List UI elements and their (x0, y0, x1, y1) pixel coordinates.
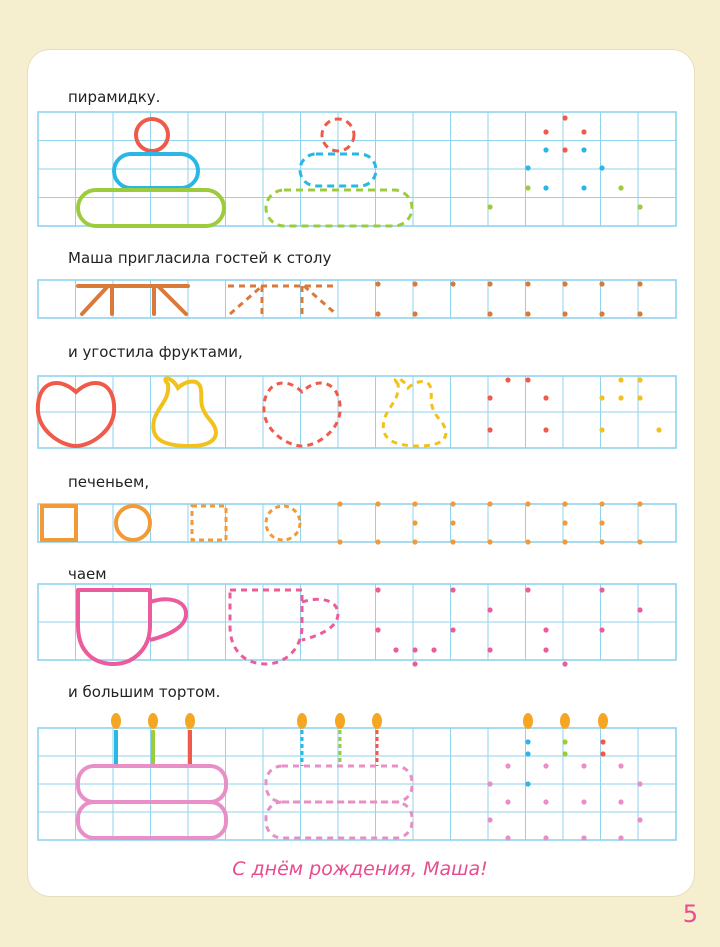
cake-dots (487, 739, 642, 840)
trace-dot (487, 781, 492, 786)
trace-dot (562, 115, 567, 120)
trace-dot (525, 377, 530, 382)
trace-dot (525, 587, 530, 592)
table-trace (228, 286, 338, 314)
trace-dot (562, 147, 567, 152)
trace-dot (581, 799, 586, 804)
round-cookie-trace (266, 506, 300, 540)
trace-dot (525, 751, 530, 756)
trace-dot (581, 835, 586, 840)
trace-dot (637, 311, 642, 316)
trace-dot (618, 185, 623, 190)
trace-dot (599, 587, 604, 592)
trace-dot (450, 520, 455, 525)
trace-dot (487, 395, 492, 400)
trace-dot (543, 147, 548, 152)
trace-dot (487, 607, 492, 612)
trace-dot (600, 739, 605, 744)
trace-dot (487, 204, 492, 209)
trace-dot (525, 281, 530, 286)
grid-border (38, 504, 676, 542)
trace-dot (562, 520, 567, 525)
cookie-dots (337, 501, 642, 544)
grid-strip-4 (38, 504, 676, 542)
trace-dot (412, 539, 417, 544)
trace-dot (412, 520, 417, 525)
trace-dot (375, 539, 380, 544)
apple-trace (264, 383, 340, 446)
trace-dot (618, 763, 623, 768)
page-number: 5 (682, 900, 698, 928)
trace-dot (431, 647, 436, 652)
caption-fruits: и угостила фруктами, (68, 343, 243, 361)
trace-dot (599, 501, 604, 506)
trace-dot (543, 129, 548, 134)
trace-dot (487, 539, 492, 544)
trace-dot (505, 799, 510, 804)
trace-dot (505, 835, 510, 840)
trace-dot (450, 281, 455, 286)
trace-dot (543, 647, 548, 652)
trace-dot (562, 311, 567, 316)
trace-dot (599, 281, 604, 286)
grid-strip-5 (38, 584, 676, 660)
trace-dot (562, 501, 567, 506)
pyramid-dots (487, 115, 642, 209)
caption-pyramid: пирамидку. (68, 88, 161, 106)
square-cookie-trace (192, 506, 226, 540)
trace-dot (581, 147, 586, 152)
table-dots (375, 281, 642, 316)
trace-dot (505, 763, 510, 768)
trace-dot (637, 781, 642, 786)
trace-dot (375, 281, 380, 286)
caption-tea: чаем (68, 565, 107, 583)
trace-dot (599, 395, 604, 400)
trace-dot (618, 395, 623, 400)
trace-dot (656, 427, 661, 432)
cake-candles-dots (523, 713, 608, 729)
trace-dot (525, 185, 530, 190)
table-sample (78, 286, 188, 314)
trace-dot (525, 739, 530, 744)
caption-cake: и большим тортом. (68, 683, 221, 701)
trace-dot (525, 539, 530, 544)
trace-dot (599, 427, 604, 432)
square-cookie-sample (42, 506, 76, 540)
trace-dot (637, 395, 642, 400)
trace-dot (375, 587, 380, 592)
trace-dot (562, 281, 567, 286)
trace-dot (637, 204, 642, 209)
trace-dot (543, 763, 548, 768)
trace-dot (450, 627, 455, 632)
trace-dot (412, 647, 417, 652)
round-cookie-sample (116, 506, 150, 540)
trace-dot (487, 427, 492, 432)
trace-dot (543, 627, 548, 632)
trace-dot (337, 539, 342, 544)
trace-dot (637, 501, 642, 506)
cup-trace (230, 590, 338, 664)
trace-dot (525, 165, 530, 170)
trace-dot (599, 520, 604, 525)
trace-dot (618, 835, 623, 840)
trace-dot (412, 501, 417, 506)
trace-dot (487, 501, 492, 506)
trace-dot (599, 627, 604, 632)
caption-cookies: печеньем, (68, 473, 150, 491)
trace-dot (599, 165, 604, 170)
trace-dot (375, 627, 380, 632)
trace-dot (375, 501, 380, 506)
trace-dot (600, 751, 605, 756)
trace-dot (337, 501, 342, 506)
birthday-greeting: С днём рождения, Маша! (232, 858, 488, 880)
trace-dot (450, 587, 455, 592)
trace-dot (487, 647, 492, 652)
cup-dots (375, 587, 642, 666)
trace-dot (393, 647, 398, 652)
trace-dot (412, 311, 417, 316)
trace-dot (562, 539, 567, 544)
trace-dot (637, 281, 642, 286)
trace-dot (562, 751, 567, 756)
trace-dot (543, 799, 548, 804)
trace-dot (618, 799, 623, 804)
grid-strip-6 (38, 728, 676, 840)
trace-dot (525, 311, 530, 316)
cake-trace (266, 713, 412, 838)
pyramid-trace (266, 119, 412, 226)
trace-dot (450, 539, 455, 544)
cup-sample (78, 590, 186, 664)
trace-dot (375, 311, 380, 316)
trace-dot (637, 607, 642, 612)
trace-dot (487, 817, 492, 822)
caption-table: Маша пригласила гостей к столу (68, 249, 332, 267)
trace-dot (581, 763, 586, 768)
trace-dot (543, 395, 548, 400)
trace-dot (543, 427, 548, 432)
trace-dot (618, 377, 623, 382)
cake-sample (78, 713, 226, 838)
trace-dot (637, 817, 642, 822)
trace-dot (581, 185, 586, 190)
trace-dot (562, 739, 567, 744)
fruit-dots (487, 377, 661, 432)
trace-dot (581, 129, 586, 134)
trace-dot (599, 539, 604, 544)
trace-dot (412, 661, 417, 666)
trace-dot (562, 661, 567, 666)
trace-dot (637, 539, 642, 544)
trace-dot (599, 311, 604, 316)
grid-strip-1 (38, 112, 676, 226)
trace-dot (412, 281, 417, 286)
trace-dot (487, 311, 492, 316)
trace-dot (525, 501, 530, 506)
trace-dot (543, 185, 548, 190)
grid-strip-3 (38, 376, 676, 448)
trace-dot (525, 781, 530, 786)
trace-dot (637, 377, 642, 382)
trace-dot (543, 835, 548, 840)
trace-dot (505, 377, 510, 382)
trace-dot (487, 281, 492, 286)
trace-dot (450, 501, 455, 506)
